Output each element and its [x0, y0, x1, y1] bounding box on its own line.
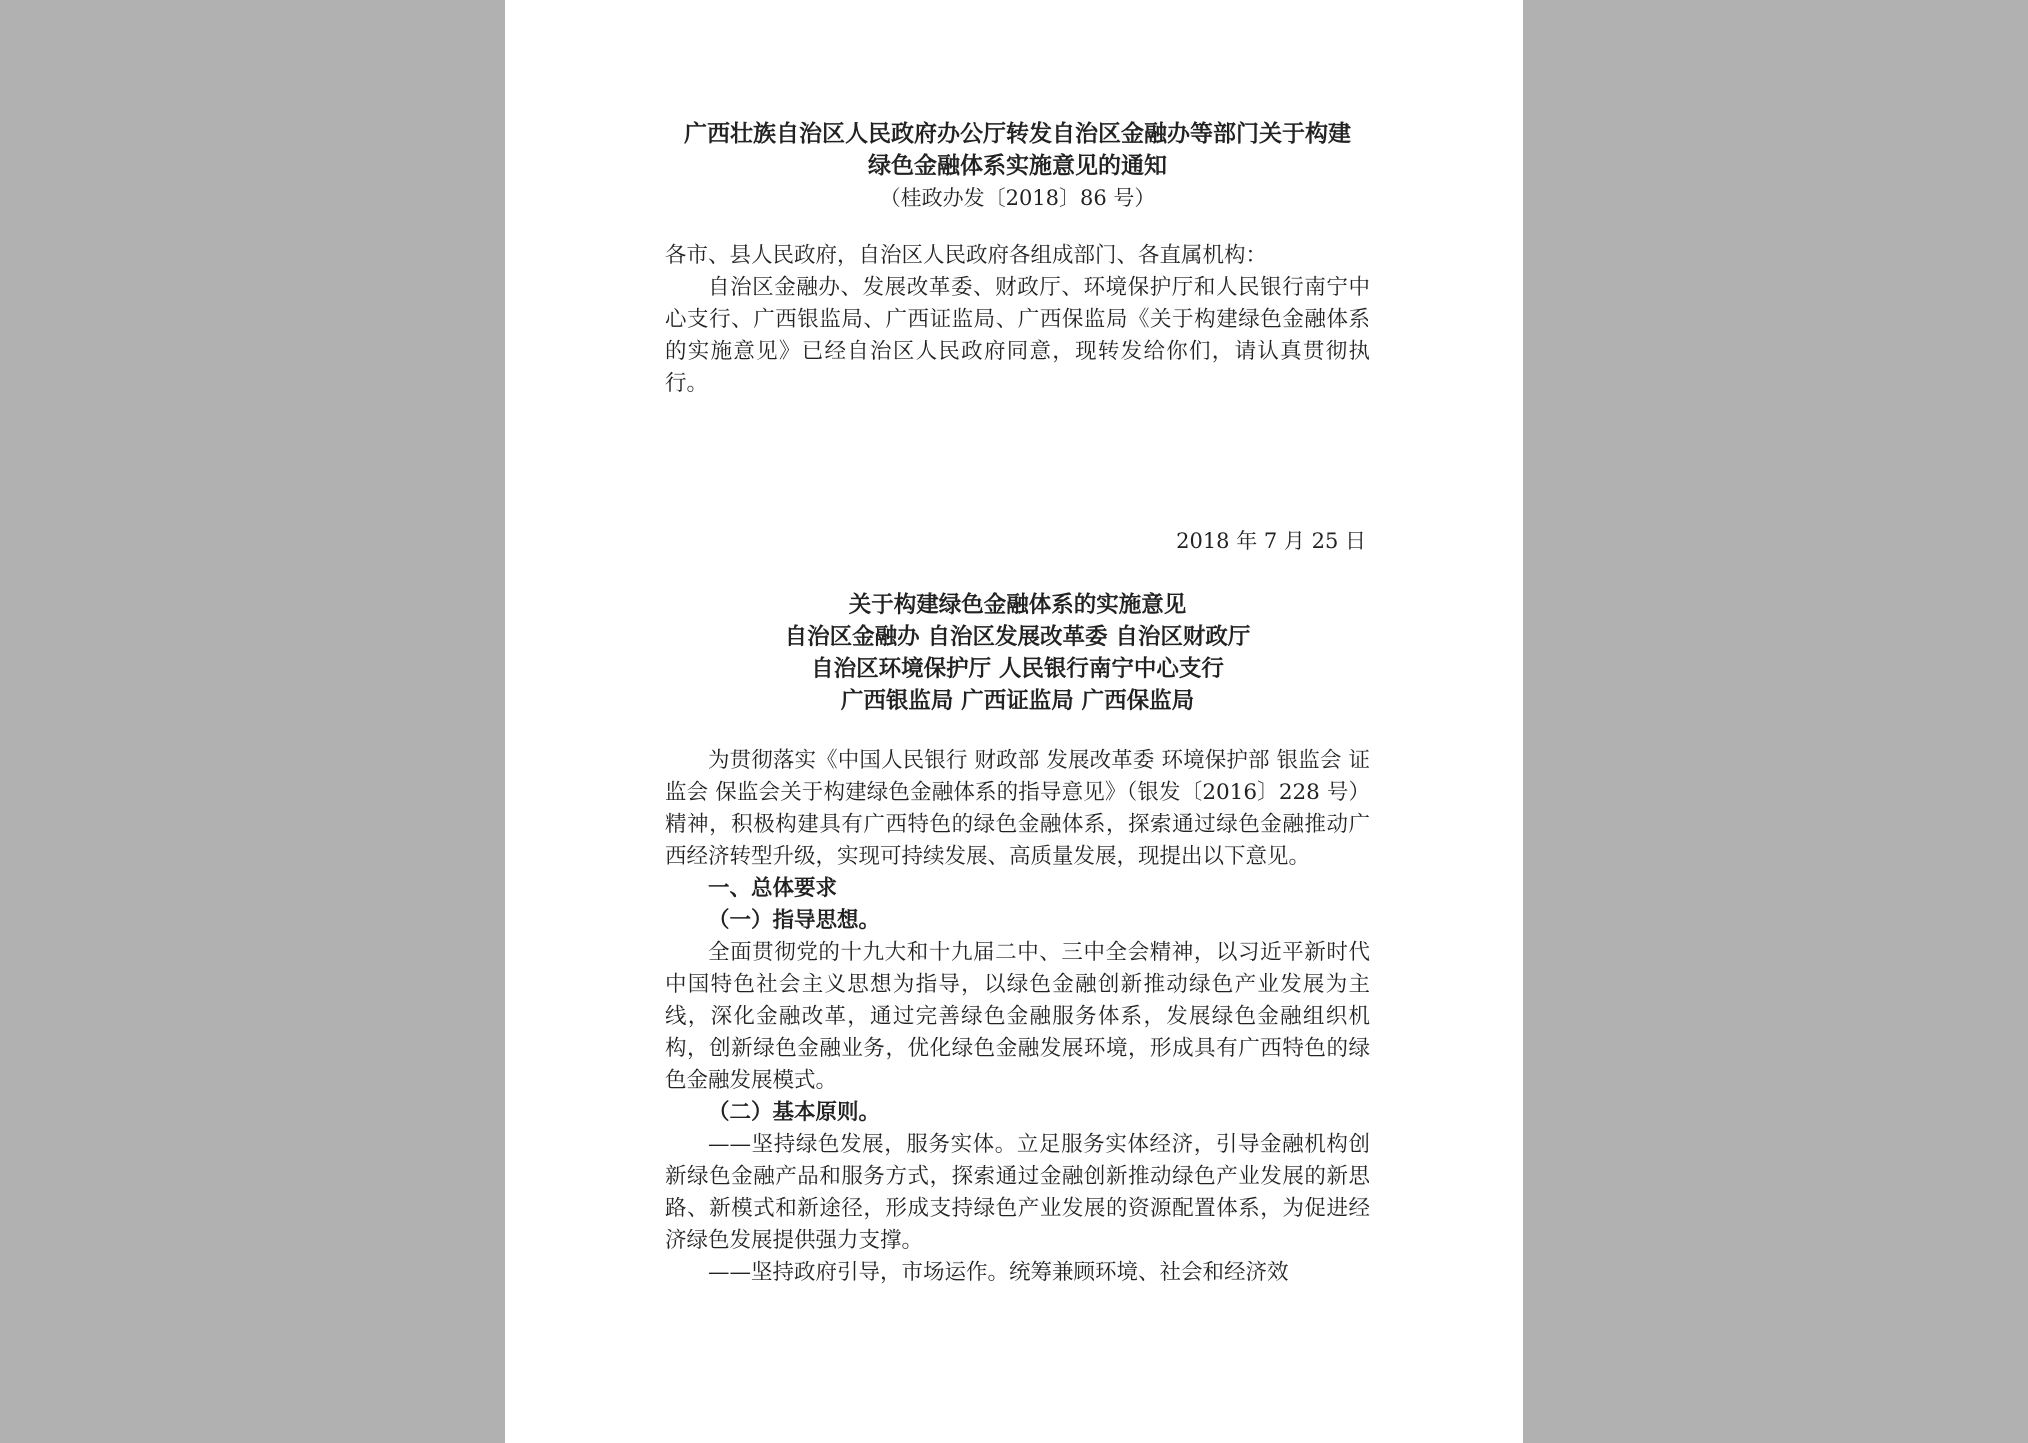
- section-heading-general: 一、总体要求: [708, 876, 838, 901]
- guiding-paragraph: 全面贯彻党的十九大和十九届二中、三中全会精神，以习近平新时代中国特色社会主义思想为指导，以绿色金融创新推动绿色产业发展为主线，深化金融改革，通过完善绿色金融服务体系，发展绿色金融组织机构，创新绿色金融业务，优化绿色金融发展环境，形成具有广西特色的绿色金融发展模式。: [665, 940, 1370, 1093]
- notice-title-line-1: 广西壮族自治区人民政府办公厅转发自治区金融办等部门关于构建: [684, 120, 1351, 147]
- opinion-title: 关于构建绿色金融体系的实施意见: [848, 592, 1187, 618]
- notice-title-line-2: 绿色金融体系实施意见的通知: [868, 152, 1167, 179]
- salutation: 各市、县人民政府，自治区人民政府各组成部门、各直属机构：: [665, 243, 1268, 268]
- doc-number: （桂政办发〔2018〕86 号）: [879, 186, 1156, 210]
- issuers-line-1: 自治区金融办 自治区发展改革委 自治区财政厅: [784, 624, 1251, 650]
- subsection-heading-guiding: （一）指导思想。: [708, 908, 881, 933]
- sign-date: 2018 年 7 月 25 日: [1176, 529, 1366, 553]
- issuers-line-2: 自治区环境保护厅 人民银行南宁中心支行: [811, 656, 1224, 682]
- document-content: [665, 118, 1370, 1289]
- subsection-heading-principles: （二）基本原则。: [708, 1100, 881, 1125]
- issuers-line-3: 广西银监局 广西证监局 广西保监局: [840, 688, 1195, 714]
- intro-paragraph: 自治区金融办、发展改革委、财政厅、环境保护厅和人民银行南宁中心支行、广西银监局、广西证监局、广西保监局《关于构建绿色金融体系的实施意见》已经自治区人民政府同意，现转发给你们，请认真贯彻执行。: [665, 275, 1370, 396]
- preamble-paragraph: 为贯彻落实《中国人民银行 财政部 发展改革委 环境保护部 银监会 证监会 保监会关于构建绿色金融体系的指导意见》（银发〔2016〕228 号）精神，积极构建具有广西特色的绿色金融体系，探索通过绿色金融推动广西经济转型升级，实现可持续发展、高质量发展，现提出以下意见。: [665, 748, 1370, 869]
- principle-paragraph-1: ——坚持绿色发展，服务实体。立足服务实体经济，引导金融机构创新绿色金融产品和服务方式，探索通过金融创新推动绿色产业发展的新思路、新模式和新途径，形成支持绿色产业发展的资源配置体系，为促进经济绿色发展提供强力支撑。: [665, 1132, 1370, 1253]
- document-page: [505, 0, 1523, 1443]
- principle-paragraph-2: ——坚持政府引导，市场运作。统筹兼顾环境、社会和经济效: [708, 1260, 1289, 1285]
